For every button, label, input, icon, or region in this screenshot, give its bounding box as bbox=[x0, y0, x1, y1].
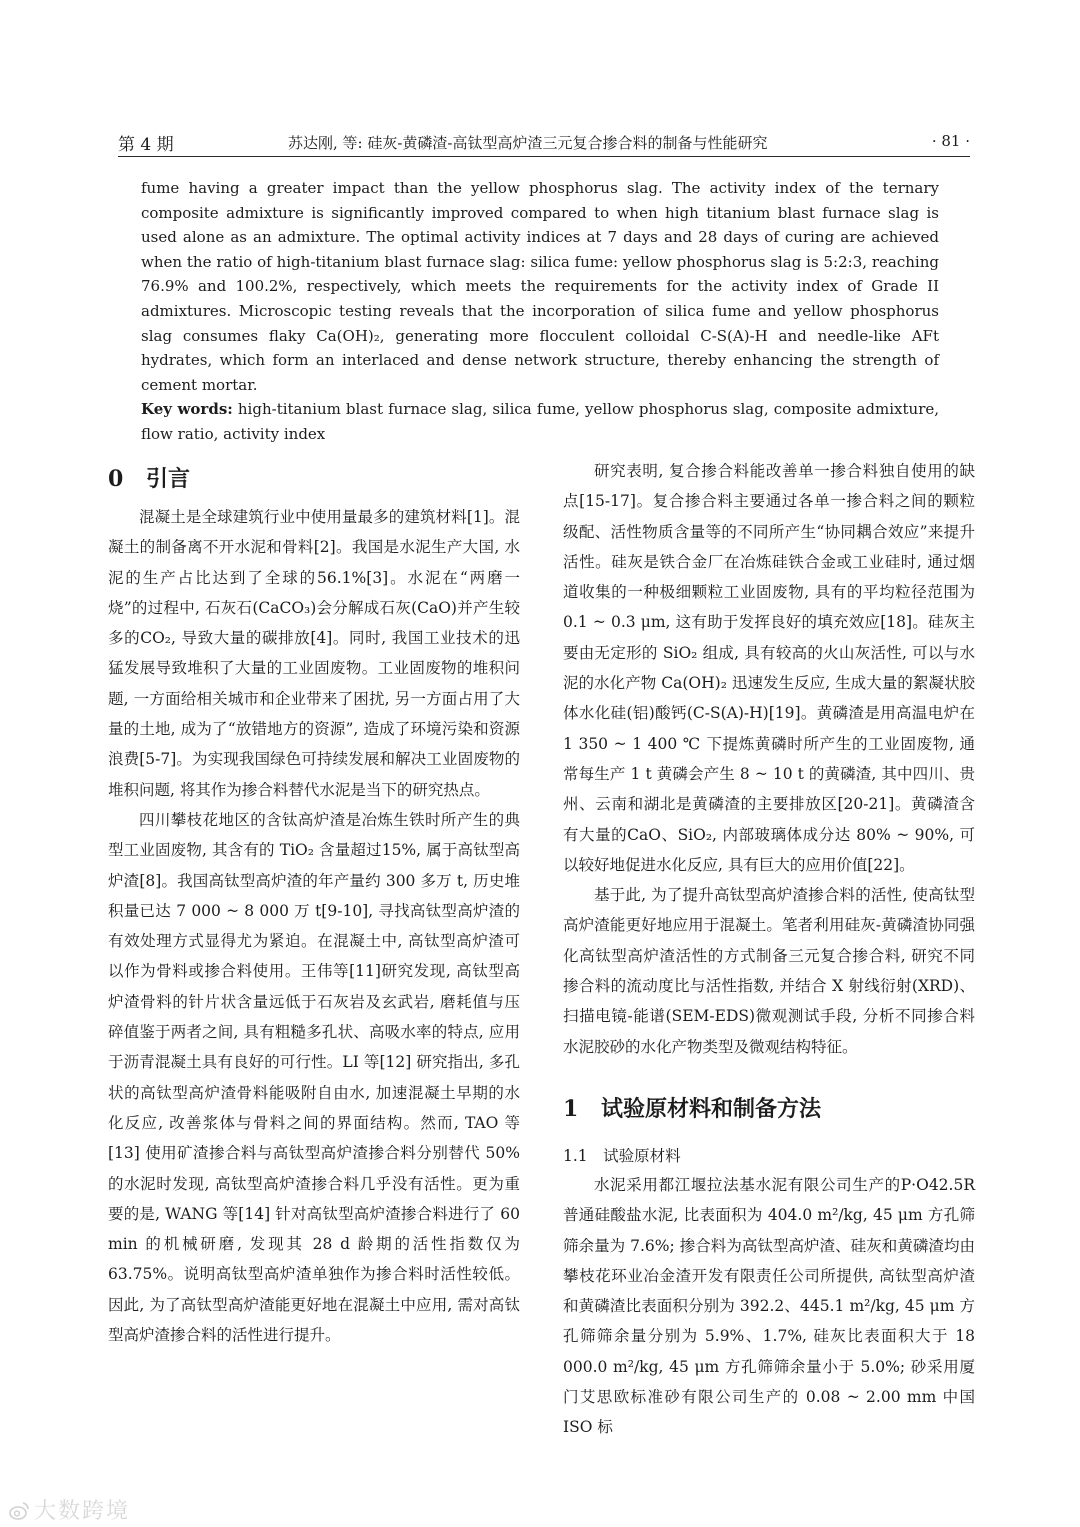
section-0-title: 引言 bbox=[146, 466, 191, 492]
section-0-heading bbox=[108, 456, 520, 502]
materials-paragraph: 水泥采用都江堰拉法基水泥有限公司生产的P·O42.5R 普通硅酸盐水泥, 比表面积为 404.0 m²/kg, 45 μm 方孔筛筛余量为 7.6%; 掺合料为高钛型高炉渣、硅灰和黄磷渣均由攀枝花环业冶金渣开发有限责任公司所提供, 高钛型高炉渣和黄磷渣比表面积分别为 392.2、445.1 m²/kg, 45 μm 方孔筛筛余量分别为 5.9%、1.7%, 硅灰比表面积大于 18 000.0 m²/kg, 45 μm 方孔筛筛余量小于 5.0%; 砂采用厦门艾思欧标准砂有限公司生产的 0.08 ~ 2.00 mm 中国 ISO 标 bbox=[563, 1175, 975, 1437]
abstract-block bbox=[141, 176, 939, 447]
keywords-line bbox=[141, 397, 939, 446]
section-0-number: 0 bbox=[108, 466, 124, 492]
running-header bbox=[118, 128, 970, 157]
right-column bbox=[563, 456, 975, 1443]
page-number: · 81 · bbox=[931, 132, 970, 150]
keywords-text: high-titanium blast furnace slag, silica fume, yellow phosphorus slag, composite admixture, flow ratio, activity index bbox=[141, 400, 940, 443]
intro-paragraph-1: 混凝土是全球建筑行业中使用量最多的建筑材料[1]。混凝土的制备离不开水泥和骨料[2]。我国是水泥生产大国, 水泥的生产占比达到了全球的56.1%[3]。水泥在“两磨一烧”的过程中, 石灰石(CaCO₃)会分解成石灰(CaO)并产生较多的CO₂, 导致大量的碳排放[4]。同时, 我国工业技术的迅猛发展导致堆积了大量的工业固废物。工业固废物的堆积问题, 一方面给相关城市和企业带来了困扰, 另一方面占用了大量的土地, 成为了“放错地方的资源”, 造成了环境污染和资源浪费[5-7]。为实现我国绿色可持续发展和解决工业固废物的堆积问题, 将其作为掺合料替代水泥是当下的研究热点。 bbox=[108, 508, 520, 799]
watermark-text: 大数跨境 bbox=[34, 1499, 131, 1524]
intro-paragraph-2: 四川攀枝花地区的含钛高炉渣是冶炼生铁时所产生的典型工业固废物, 其含有的 TiO₂ 含量超过15%, 属于高钛型高炉渣[8]。我国高钛型高炉渣的年产量约 300 多万 t, 历史堆积量已达 7 000 ~ 8 000 万 t[9-10], 寻找高钛型高炉渣的有效处理方式显得尤为紧迫。在混凝土中, 高钛型高炉渣可以作为骨料或掺合料使用。王伟等[11]研究发现, 高钛型高炉渣骨料的针片状含量远低于石灰岩及玄武岩, 磨耗值与压碎值鉴于两者之间, 具有粗糙多孔状、高吸水率的特点, 应用于沥青混凝土具有良好的可行性。LI 等[12] 研究指出, 多孔状的高钛型高炉渣骨料能吸附自由水, 加速混凝土早期的水化反应, 改善浆体与骨料之间的界面结构。然而, TAO 等[13] 使用矿渣掺合料与高钛型高炉渣掺合料分别替代 50% 的水泥时发现, 高钛型高炉渣掺合料几乎没有活性。更为重要的是, WANG 等[14] 针对高钛型高炉渣掺合料进行了 60 min 的机械研磨, 发现其 28 d 龄期的活性指数仅为 63.75%。说明高钛型高炉渣单独作为掺合料时活性较低。因此, 为了高钛型高炉渣能更好地在混凝土中应用, 需对高钛型高炉渣掺合料的活性进行提升。 bbox=[108, 810, 520, 1345]
keywords-label: Key words: bbox=[141, 400, 233, 419]
weibo-logo-icon bbox=[8, 1500, 30, 1522]
intro-paragraph-4: 基于此, 为了提升高钛型高炉渣掺合料的活性, 使高钛型高炉渣能更好地应用于混凝土。笔者利用硅灰-黄磷渣协同强化高钛型高炉渣活性的方式制备三元复合掺合料, 研究不同掺合料的流动度比与活性指数, 并结合 X 射线衍射(XRD)、扫描电镜-能谱(SEM-EDS)微观测试手段, 分析不同掺合料水泥胶砂的水化产物类型及微观结构特征。 bbox=[563, 886, 975, 1056]
watermark bbox=[8, 1494, 130, 1525]
intro-paragraph-3: 研究表明, 复合掺合料能改善单一掺合料独自使用的缺点[15-17]。复合掺合料主要通过各单一掺合料之间的颗粒级配、活性物质含量等的不同所产生“协同耦合效应”来提升活性。硅灰是铁合金厂在冶炼硅铁合金或工业硅时, 通过烟道收集的一种极细颗粒工业固废物, 具有的平均粒径范围为 0.1 ~ 0.3 μm, 这有助于发挥良好的填充效应[18]。硅灰主要由无定形的 SiO₂ 组成, 具有较高的火山灰活性, 可以与水泥的水化产物 Ca(OH)₂ 迅速发生反应, 生成大量的絮凝状胶体水化硅(铝)酸钙(C-S(A)-H)[19]。黄磷渣是用高温电炉在 1 350 ~ 1 400 ℃ 下提炼黄磷时所产生的工业固废物, 通常每生产 1 t 黄磷会产生 8 ~ 10 t 的黄磷渣, 其中四川、贵州、云南和湖北是黄磷渣的主要排放区[20-21]。黄磷渣含有大量的CaO、SiO₂, 内部玻璃体成分达 80% ~ 90%, 可以较好地促进水化反应, 具有巨大的应用价值[22]。 bbox=[563, 462, 975, 874]
abstract-text: fume having a greater impact than the yellow phosphorus slag. The activity index of the ternary composite admixture is significantly improved compared to when high titanium blast furnace slag is used alone as an admixture. The optimal activity indices at 7 days and 28 days of curing are achieved when the ratio of high-titanium blast furnace slag: silica fume: yellow phosphorus slag is 5:2:3, reaching 76.9% and 100.2%, respectively, which meets the requirements for the activity index of Grade II admixtures. Microscopic testing reveals that the incorporation of silica fume and yellow phosphorus slag consumes flaky Ca(OH)₂, generating more flocculent colloidal C-S(A)-H and needle-like AFt hydrates, which form an interlaced and dense network structure, thereby enhancing the strength of cement mortar. bbox=[141, 179, 939, 394]
running-title: 苏达刚, 等: 硅灰-黄磷渣-高钛型高炉渣三元复合掺合料的制备与性能研究 bbox=[288, 134, 768, 152]
section-1-title: 试验原材料和制备方法 bbox=[601, 1095, 822, 1122]
left-column bbox=[108, 456, 520, 1350]
issue-label: 第 4 期 bbox=[118, 135, 174, 155]
section-1-heading bbox=[563, 1086, 975, 1132]
section-1-number: 1 bbox=[563, 1095, 579, 1122]
subsection-1-1-heading: 1.1 试验原材料 bbox=[563, 1146, 681, 1165]
